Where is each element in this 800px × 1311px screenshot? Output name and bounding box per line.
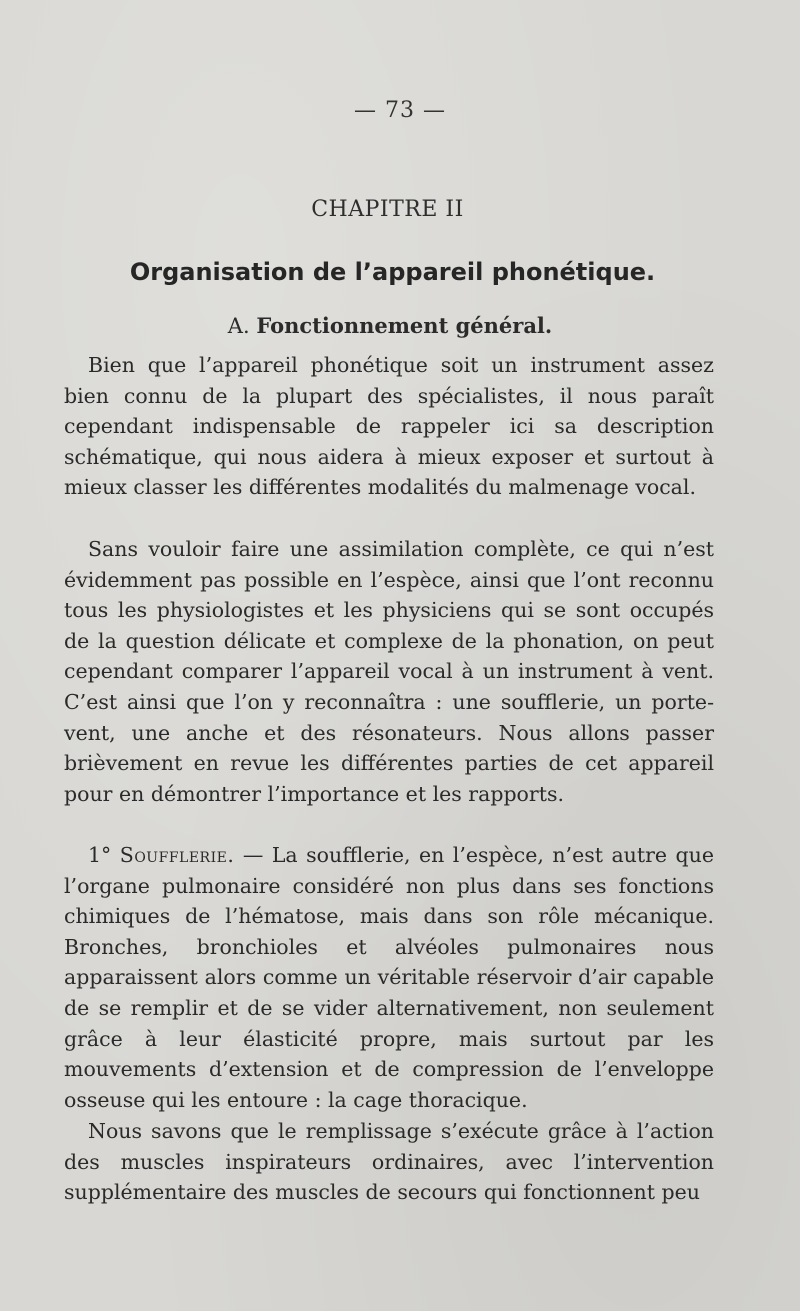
chapter-title: Organisation de l’appareil phonétique. [129, 258, 656, 286]
section-prefix: A. [227, 314, 250, 338]
paragraph-last-block [64, 1116, 714, 1208]
section-heading [0, 313, 780, 338]
paragraph: Sans vouloir faire une assimilation complète, ce qui n’est évidemment pas possible en l’espèce, ainsi que l’ont reconnu tous les physiologistes et les physiciens qui se sont occupés de la question délicate et complexe de la phonation, on peut cependant comparer l’appareil vocal à un instrument à vent. C’est ainsi que l’on y reconnaîtra : une soufflerie, un porte-vent, une anche et des résonateurs. Nous allons passer brièvement en revue les différentes parties de cet appareil pour en démontrer l’importance et les rapports. [64, 537, 714, 806]
chapter-heading: CHAPITRE II [311, 197, 464, 222]
subsection-text: — La soufflerie, en l’espèce, n’est autre que l’organe pulmonaire considéré non plus dans ses fonctions chimiques de l’hématose, mais dans son rôle mécanique. Bronches, bronchioles et alvéoles pulmonaires nous apparaissent alors comme un véritable réservoir d’air capable de se remplir et de se vider alternativement, non seulement grâce à leur élasticité propre, mais surtout par les mouvements d’extension et de compression de l’enveloppe osseuse qui les entoure : la cage thoracique. [64, 843, 714, 1112]
paragraph: Bien que l’appareil phonétique soit un instrument assez bien connu de la plupart des spécialistes, il nous paraît cependant indispensable de rappeler ici sa description schématique, qui nous aidera à mieux exposer et surtout à mieux classer les différentes modalités du malmenage vocal. [64, 353, 714, 500]
paragraph: Nous savons que le remplissage s’exécute grâce à l’action des muscles inspirateurs ordinaires, avec l’intervention supplémentaire des muscles de secours qui fonctionnent peu [64, 1119, 714, 1205]
paragraph-2-block [64, 534, 714, 809]
section-title: Fonctionnement général. [256, 313, 553, 338]
subsection-paragraph [64, 840, 714, 1115]
subsection-number: 1° [88, 843, 112, 867]
paragraph-1-block [64, 350, 714, 503]
subsection-soufflerie [64, 840, 714, 1115]
subsection-label: Soufflerie. [119, 843, 235, 867]
page-number: — 73 — [354, 98, 446, 123]
